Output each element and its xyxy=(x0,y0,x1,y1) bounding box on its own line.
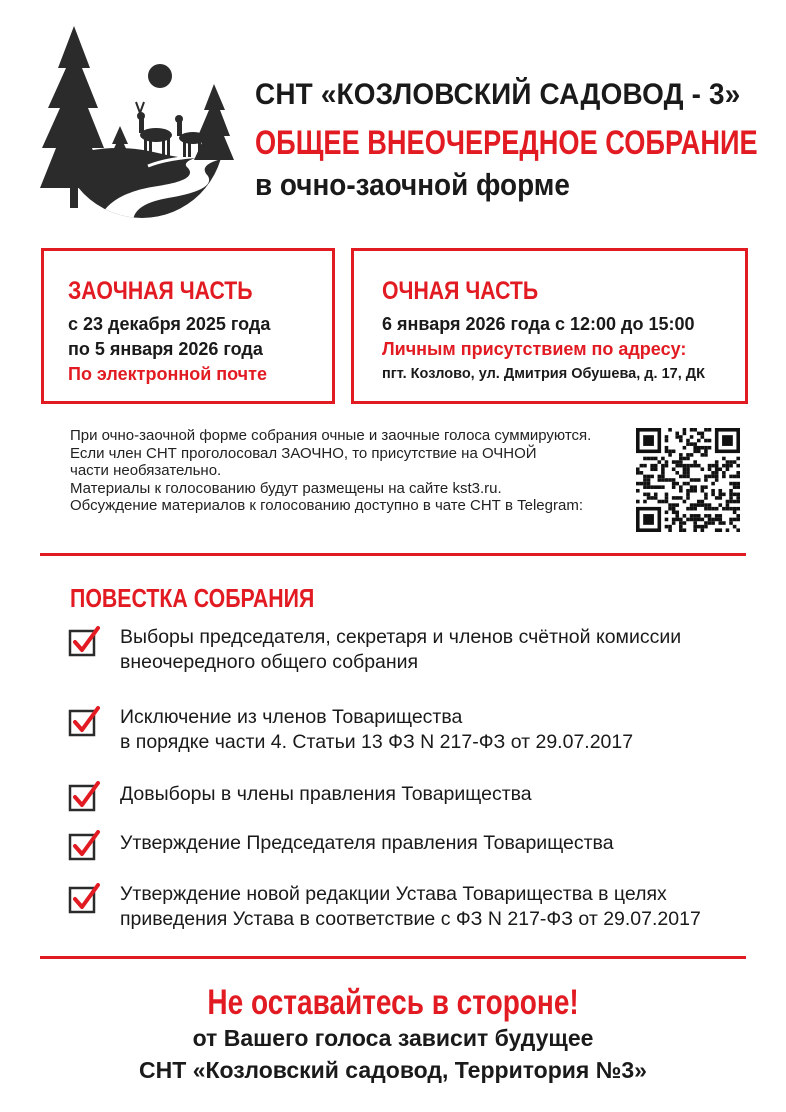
agenda-item-text: Утверждение Председателя правления Товарищества xyxy=(120,832,614,854)
in-person-address: пгт. Козлово, ул. Дмитрия Обушева, д. 17, ДК xyxy=(382,366,705,382)
org-name: СНТ «КОЗЛОВСКИЙ САДОВОД - 3» xyxy=(255,78,741,111)
footer-line1: от Вашего голоса зависит будущее xyxy=(192,1025,594,1051)
in-person-datetime: 6 января 2026 года с 12:00 до 15:00 xyxy=(382,314,695,334)
checkbox-checked-icon xyxy=(68,829,100,861)
event-title: ОБЩЕЕ ВНЕОЧЕРЕДНОЕ СОБРАНИЕ xyxy=(255,124,758,162)
footer-slogan: Не оставайтесь в стороне! xyxy=(207,983,579,1022)
agenda-item-text: Довыборы в члены правления Товарищества xyxy=(120,783,532,805)
in-person-method: Личным присутствием по адресу: xyxy=(382,339,687,359)
event-form: в очно-заочной форме xyxy=(255,167,570,202)
info-line: При очно-заочной форме собрания очные и заочные голоса суммируются. xyxy=(70,427,592,444)
agenda-item-text: Утверждение новой редакции Устава Товарищества в целях приведения Устава в соответствие с ФЗ N 217-ФЗ от 29.07.2017 xyxy=(120,883,701,930)
in-person-part-box xyxy=(351,248,748,404)
checkbox-checked-icon xyxy=(68,705,100,737)
info-line: Обсуждение материалов к голосованию доступно в чате СНТ в Telegram: xyxy=(70,497,583,515)
divider xyxy=(40,553,746,556)
footer-line2: СНТ «Козловский садовод, Территория №3» xyxy=(139,1057,647,1083)
agenda-title: ПОВЕСТКА СОБРАНИЯ xyxy=(70,583,315,613)
in-person-part-title: ОЧНАЯ ЧАСТЬ xyxy=(382,277,539,305)
checkbox-checked-icon xyxy=(68,882,100,914)
info-block xyxy=(70,427,630,515)
info-line: Материалы к голосованию будут размещены на сайте kst3.ru. xyxy=(70,479,502,497)
qr-code-icon[interactable] xyxy=(636,428,740,532)
info-line: Если член СНТ проголосовал ЗАОЧНО, то присутствие на ОЧНОЙ xyxy=(70,444,537,462)
remote-method: По электронной почте xyxy=(68,364,267,384)
forest-deer-logo xyxy=(38,18,234,222)
agenda-item-text: Выборы председателя, секретаря и членов счётной комиссии внеочередного общего собрания xyxy=(120,626,682,673)
remote-part-box xyxy=(41,248,335,404)
info-line: части необязательно. xyxy=(70,462,222,480)
remote-date-to: по 5 января 2026 года xyxy=(68,339,263,359)
checkbox-checked-icon xyxy=(68,780,100,812)
remote-date-from: с 23 декабря 2025 года xyxy=(68,314,271,334)
divider xyxy=(40,956,746,959)
checkbox-checked-icon xyxy=(68,625,100,657)
remote-part-title: ЗАОЧНАЯ ЧАСТЬ xyxy=(68,277,253,305)
agenda-item-text: Исключение из членов Товарищества в порядке части 4. Статьи 13 ФЗ N 217-ФЗ от 29.07.2017 xyxy=(120,706,634,753)
